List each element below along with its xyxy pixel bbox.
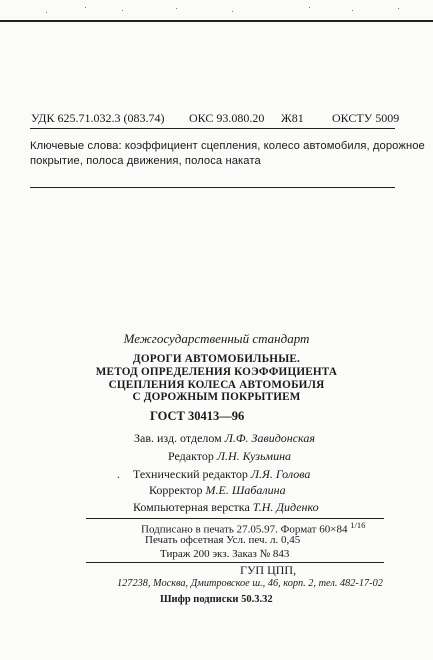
title-line-2: МЕТОД ОПРЕДЕЛЕНИЯ КОЭФФИЦИЕНТА (95, 365, 338, 378)
credit-layout (133, 500, 319, 515)
divider-upper (30, 128, 395, 129)
scan-noise (0, 5, 433, 17)
credit-role: Технический редактор (133, 467, 248, 481)
document-title (0, 353, 433, 404)
title-line-4: С ДОРОЖНЫМ ПОКРЫТИЕМ (132, 391, 301, 404)
credit-head-of-department (134, 431, 315, 446)
subscription-cipher: Шифр подписки 50.3.32 (160, 594, 273, 605)
credit-name: Л.Ф. Завидонская (224, 431, 315, 445)
zh-code: Ж81 (281, 111, 304, 125)
credit-name: Т.Н. Диденко (252, 500, 319, 514)
credit-role: Редактор (168, 449, 214, 463)
credit-role: Корректор (149, 483, 203, 497)
credit-name: Л.Я. Голова (250, 467, 311, 481)
udk-code: УДК 625.71.032.3 (083.74) (31, 111, 165, 125)
imprint-format-fraction: 1/16 (350, 520, 366, 530)
divider-publisher (86, 562, 384, 563)
credit-technical-editor: . Технический редактор Л.Я. Голова (117, 467, 311, 481)
title-line-3: СЦЕПЛЕНИЯ КОЛЕСА АВТОМОБИЛЯ (108, 378, 325, 391)
credit-name: М.Е. Шабалина (205, 483, 286, 497)
top-border-line (0, 20, 433, 22)
divider-lower (30, 187, 395, 188)
imprint-line-3: Тираж 200 экз. Заказ № 843 (160, 548, 290, 560)
credit-editor (168, 449, 291, 464)
publisher-address: 127238, Москва, Дмитровское ш., 46, корп. 2, тел. 482-17-02 (117, 578, 383, 589)
credit-role: Компьютерная верстка (133, 500, 250, 514)
standard-type: Межгосударственный стандарт (123, 331, 310, 346)
imprint-signed-format: Подписано в печать 27.05.97. Формат 60×84 (141, 523, 348, 536)
keywords-line-1: Ключевые слова: коэффициент сцепления, колесо автомобиля, дорожное (30, 140, 425, 152)
credit-name: Л.Н. Кузьмина (216, 449, 292, 463)
publisher-name: ГУП ЦПП, (240, 563, 297, 577)
divider-imprint (86, 518, 384, 519)
oks-code: ОКС 93.080.20 (189, 111, 265, 125)
keywords-line-2: покрытие, полоса движения, полоса наката (30, 155, 261, 167)
title-line-1: ДОРОГИ АВТОМОБИЛЬНЫЕ. (132, 353, 301, 365)
imprint-line-2: Печать офсетная Усл. печ. л. 0,45 (145, 534, 301, 546)
okstu-code: ОКСТУ 5009 (332, 111, 400, 125)
credit-proofreader (149, 483, 286, 498)
credit-role: Зав. изд. отделом (134, 431, 222, 445)
gost-number: ГОСТ 30413—96 (150, 409, 245, 423)
